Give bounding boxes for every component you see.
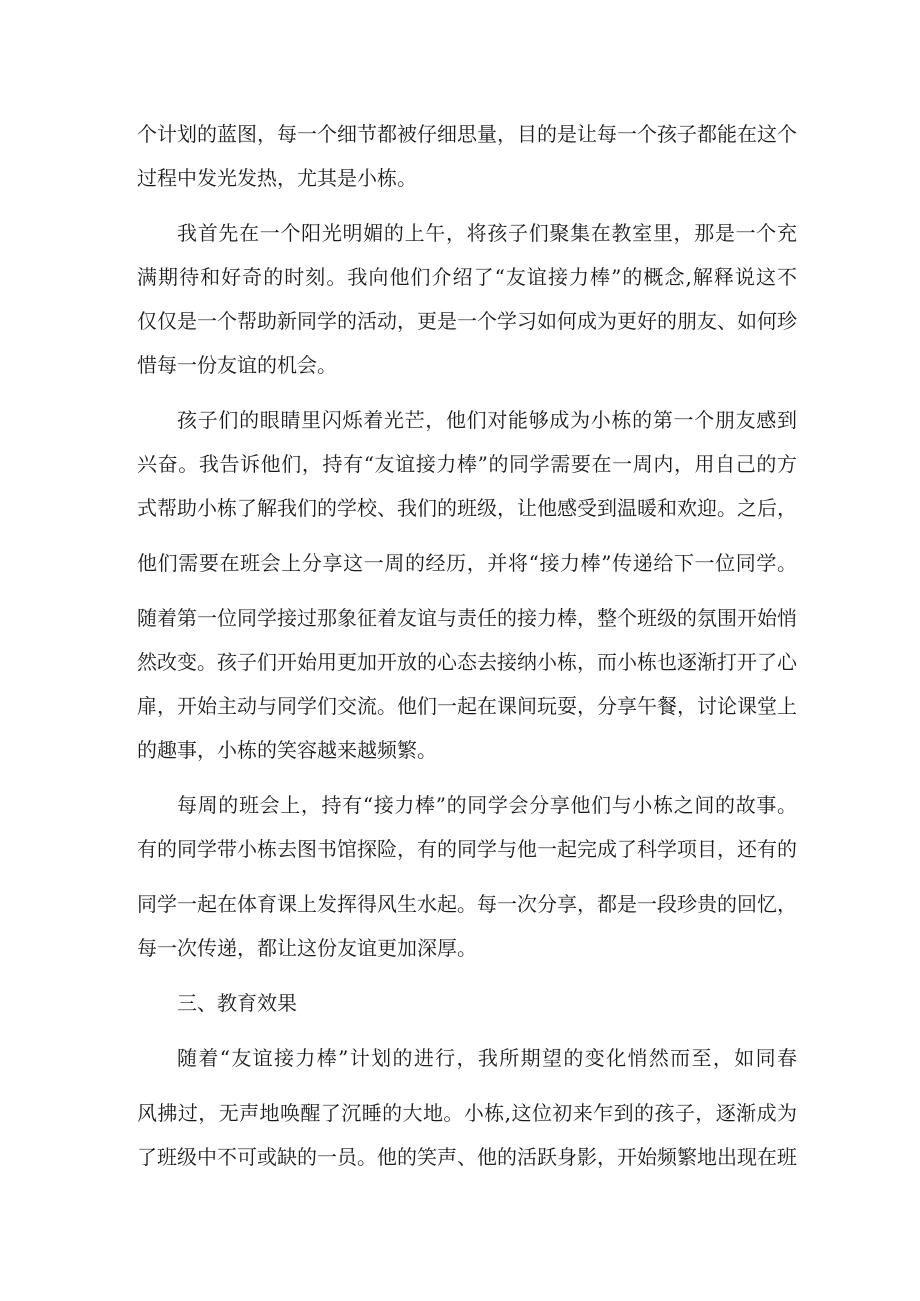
text-line: 仅仅是一个帮助新同学的活动，更是一个学习如何成为更好的朋友、如何珍 [137,309,797,333]
text-line: 式帮助小栋了解我们的学校、我们的班级，让他感受到温暖和欢迎。之后， [137,496,797,520]
text-line: 孩子们的眼睛里闪烁着光芒，他们对能够成为小栋的第一个朋友感到 [177,408,797,432]
text-line: 随着“友谊接力棒”计划的进行，我所期望的变化悄然而至，如同春 [177,1046,797,1070]
text-line: 的趣事，小栋的笑容越来越频繁。 [137,738,437,762]
text-line: 随着第一位同学接过那象征着友谊与责任的接力棒，整个班级的氛围开始悄 [137,606,797,630]
text-line: 兴奋。我告诉他们，持有“友谊接力棒”的同学需要在一周内，用自己的方 [137,452,797,476]
text-line: 了班级中不可或缺的一员。他的笑声、他的活跃身影，开始频繁地出现在班 [137,1145,797,1169]
text-line: 每一次传递，都让这份友谊更加深厚。 [137,936,477,960]
text-line: 满期待和好奇的时刻。我向他们介绍了“友谊接力棒”的概念,解释说这不 [137,265,797,289]
text-line: 他们需要在班会上分享这一周的经历，并将“接力棒”传递给下一位同学。 [137,551,797,575]
section-heading: 三、教育效果 [177,991,297,1015]
text-line: 惜每一份友谊的机会。 [137,353,337,377]
text-line: 有的同学带小栋去图书馆探险，有的同学与他一起完成了科学项目，还有的 [137,837,797,861]
text-line: 过程中发光发热，尤其是小栋。 [137,166,417,190]
text-line: 每周的班会上，持有“接力棒”的同学会分享他们与小栋之间的故事。 [177,793,797,817]
text-line: 我首先在一个阳光明媚的上午，将孩子们聚集在教室里，那是一个充 [177,221,797,245]
text-line: 扉，开始主动与同学们交流。他们一起在课间玩耍，分享午餐，讨论课堂上 [137,694,797,718]
text-line: 风拂过，无声地唤醒了沉睡的大地。小栋,这位初来乍到的孩子，逐渐成为 [137,1101,797,1125]
text-line: 同学一起在体育课上发挥得风生水起。每一次分享，都是一段珍贵的回忆， [137,892,797,916]
text-line: 然改变。孩子们开始用更加开放的心态去接纳小栋，而小栋也逐渐打开了心 [137,650,797,674]
text-line: 个计划的蓝图，每一个细节都被仔细思量，目的是让每一个孩子都能在这个 [137,122,797,146]
